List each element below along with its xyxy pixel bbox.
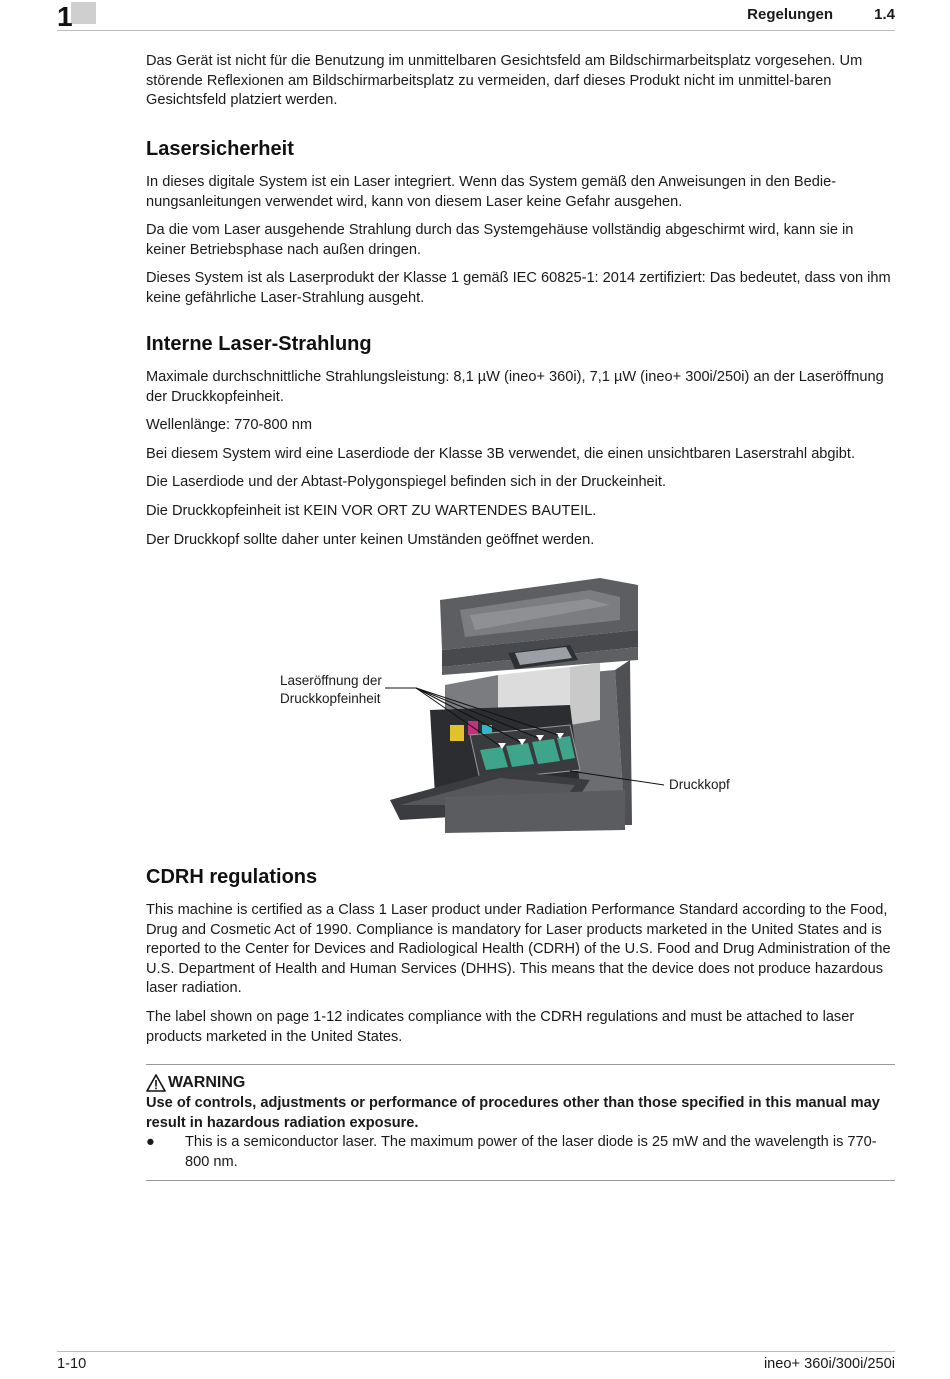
warning-bullet-text: This is a semiconductor laser. The maximum power of the laser diode is 25 mW and the wavelength is 770-800 nm. [185, 1134, 877, 1170]
internal-laser-p2: Wellenlänge: 770-800 nm [146, 417, 313, 434]
internal-laser-p4: Die Laserdiode und der Abtast-Polygonspiegel befinden sich in der Druckeinheit. [146, 474, 667, 491]
laser-safety-p1: In dieses digitale System ist ein Laser integriert. Wenn das System gemäß den Anweisungen in den Bedie-nungsanleitungen verwendet wird, kann von diesem Laser keine Gefahr ausgehen. [146, 174, 837, 210]
aperture-label-line1: Laseröffnung der [280, 673, 382, 688]
cdrh-p2: The label shown on page 1-12 indicates compliance with the CDRH regulations and must be attached to laser products marketed in the United States. [146, 1008, 855, 1045]
internal-laser-p3: Bei diesem System wird eine Laserdiode der Klasse 3B verwendet, die einen unsichtbaren Laserstrahl abgibt. [146, 445, 856, 462]
warning-bullet [146, 1133, 895, 1172]
aperture-label-line2: Druckkopfeinheit [280, 691, 381, 706]
warning-triangle-icon [146, 1074, 166, 1092]
page-footer [57, 1351, 895, 1372]
chapter-number: 1 [57, 1, 73, 32]
internal-laser-p6: Der Druckkopf sollte daher unter keinen Umständen geöffnet werden. [146, 531, 595, 548]
laser-safety-section [146, 138, 896, 318]
warning-title-row [146, 1074, 895, 1092]
page-number: 1-10 [57, 1356, 87, 1372]
internal-laser-heading: Interne Laser-Strahlung [146, 333, 372, 355]
cdrh-p1: This machine is certified as a Class 1 Laser product under Radiation Performance Standard according to the Food, Drug and Cosmetic Act of 1990. Compliance is mandatory for Laser products marketed in the United States and is reported to the Center for Devices and Radiological Health (CDRH) of the U.S. Food and Drug Administration of the U.S. Department of Health and Human Services (DHHS). This means that the device does not produce hazardous laser radiation. [146, 902, 891, 997]
printhead-label: Druckkopf [669, 777, 730, 792]
intro-paragraph: Das Gerät ist nicht für die Benutzung im unmittelbaren Gesichtsfeld am Bildschirmarbeitsplatz vorgesehen. Um störende Reflexionen am Bildschirmarbeitsplatz zu vermeiden, darf dieses Produkt nicht im unmittel-baren Gesichtsfeld platziert werden. [146, 53, 863, 109]
internal-laser-section [146, 333, 898, 559]
laser-safety-heading: Lasersicherheit [146, 138, 294, 160]
warning-title: WARNING [168, 1074, 246, 1091]
intro-block [146, 52, 896, 120]
header-title: Regelungen [747, 6, 833, 23]
page-header [57, 2, 895, 31]
chapter-tab [71, 2, 96, 24]
internal-laser-p1: Maximale durchschnittliche Strahlungsleistung: 8,1 µW (ineo+ 360i), 7,1 µW (ineo+ 300i/250i) an der Laseröffnung der Druckkopfeinheit. [146, 369, 884, 405]
cdrh-section [146, 866, 896, 1056]
warning-body: Use of controls, adjustments or performance of procedures other than those specified in this manual may result in hazardous radiation exposure. [146, 1095, 880, 1131]
header-section: 1.4 [874, 6, 895, 23]
model-name: ineo+ 360i/300i/250i [763, 1356, 895, 1372]
laser-safety-p3: Dieses System ist als Laserprodukt der Klasse 1 gemäß IEC 60825-1: 2014 zertifiziert: Das bedeutet, dass von ihm keine gefährliche Laser-Strahlung ausgeht. [146, 270, 891, 306]
warning-box [146, 1064, 895, 1181]
cdrh-heading: CDRH regulations [146, 866, 318, 888]
laser-safety-p2: Da die vom Laser ausgehende Strahlung durch das Systemgehäuse vollständig abgeschirmt wird, kann sie in keiner Betriebsphase nach außen dringen. [146, 222, 854, 258]
internal-laser-p5: Die Druckkopfeinheit ist KEIN VOR ORT ZU WARTENDES BAUTEIL. [146, 502, 597, 519]
printer-figure [270, 575, 750, 835]
aperture-label [280, 672, 382, 708]
bullet-dot: ● [146, 1134, 155, 1151]
